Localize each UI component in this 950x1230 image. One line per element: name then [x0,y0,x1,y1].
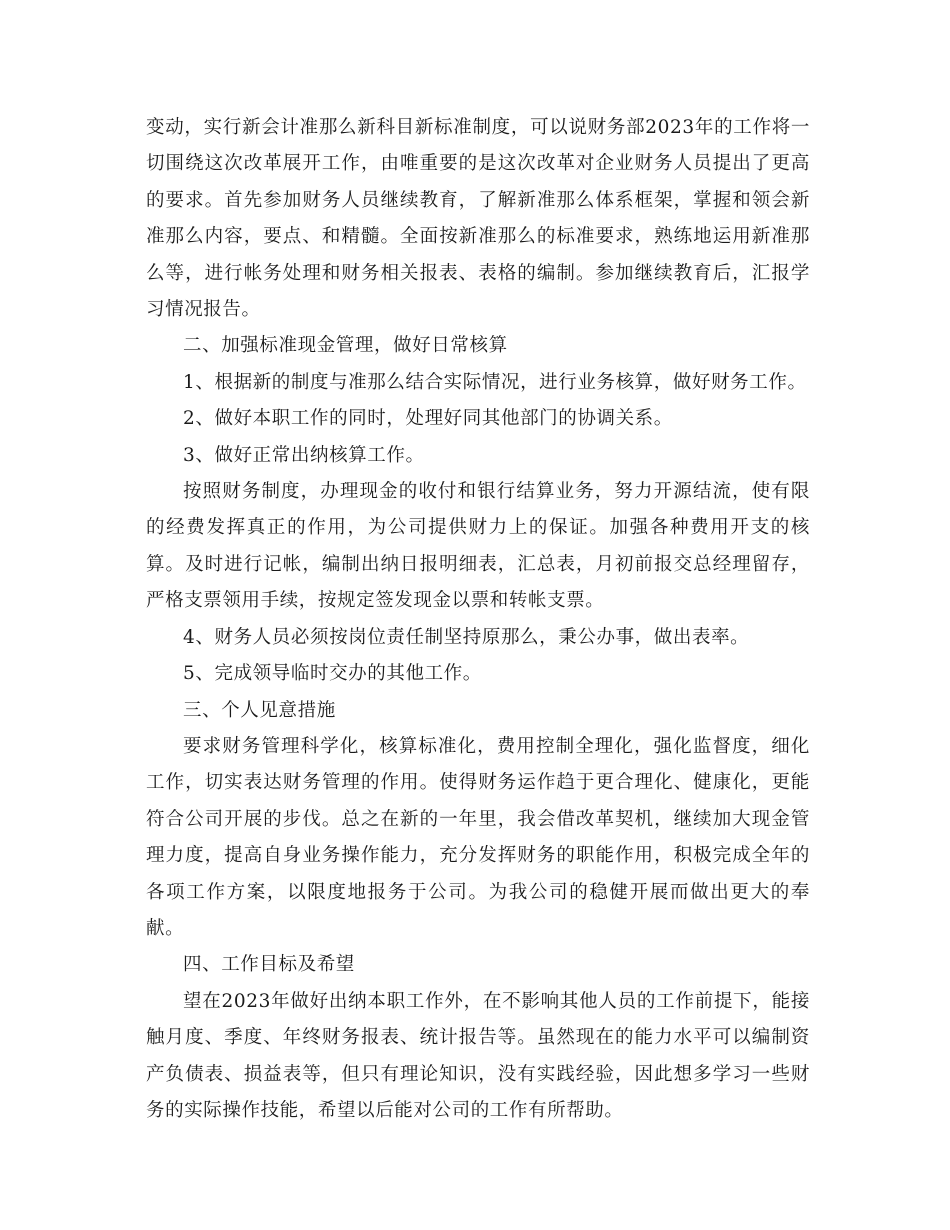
section-heading-3: 三、个人见意措施 [183,699,336,721]
list-item-5: 5、完成领导临时交办的其他工作。 [183,663,482,685]
section-heading-2: 二、加强标准现金管理，做好日常核算 [183,335,508,357]
paragraph-cash-management: 按照财务制度，办理现金的收付和银行结算业务，努力开源结流，使有限的经费发挥真正的作用，为公司提供财力上的保证。加强各种费用开支的核算。及时进行记帐，编制出纳日报明细表，汇总表，月初前报交总经理留存，严格支票领用手续，按规定签发现金以票和转帐支票。 [146,481,810,612]
list-item-4: 4、财务人员必须按岗位责任制坚持原那么，秉公办事，做出表率。 [183,626,750,648]
list-item-1: 1、根据新的制度与准那么结合实际情况，进行业务核算，做好财务工作。 [183,371,807,393]
paragraph-measures: 要求财务管理科学化，核算标准化，费用控制全理化，强化监督度，细化工作，切实表达财务管理的作用。使得财务运作趋于更合理化、健康化，更能符合公司开展的步伐。总之在新的一年里，我会借改革契机，继续加大现金管理力度，提高自身业务操作能力，充分发挥财务的职能作用，积极完成全年的各项工作方案，以限度地报务于公司。为我公司的稳健开展而做出更大的奉献。 [146,735,810,939]
list-item-3: 3、做好正常出纳核算工作。 [183,444,425,466]
paragraph-continuation: 变动，实行新会计准那么新科目新标准制度，可以说财务部2023年的工作将一切围绕这次改革展开工作，由唯重要的是这次改革对企业财务人员提出了更高的要求。首先参加财务人员继续教育，了解新准那么体系框架，掌握和领会新准那么内容，要点、和精髓。全面按新准那么的标准要求，熟练地运用新准那么等，进行帐务处理和财务相关报表、表格的编制。参加继续教育后，汇报学习情况报告。 [146,117,810,321]
list-item-2: 2、做好本职工作的同时，处理好同其他部门的协调关系。 [183,408,673,430]
document-body [146,110,810,1129]
section-heading-4: 四、工作目标及希望 [183,954,355,976]
paragraph-goals: 望在2023年做好出纳本职工作外，在不影响其他人员的工作前提下，能接触月度、季度、年终财务报表、统计报告等。虽然现在的能力水平可以编制资产负债表、损益表等，但只有理论知识，没有实践经验，因此想多学习一些财务的实际操作技能，希望以后能对公司的工作有所帮助。 [146,990,810,1121]
